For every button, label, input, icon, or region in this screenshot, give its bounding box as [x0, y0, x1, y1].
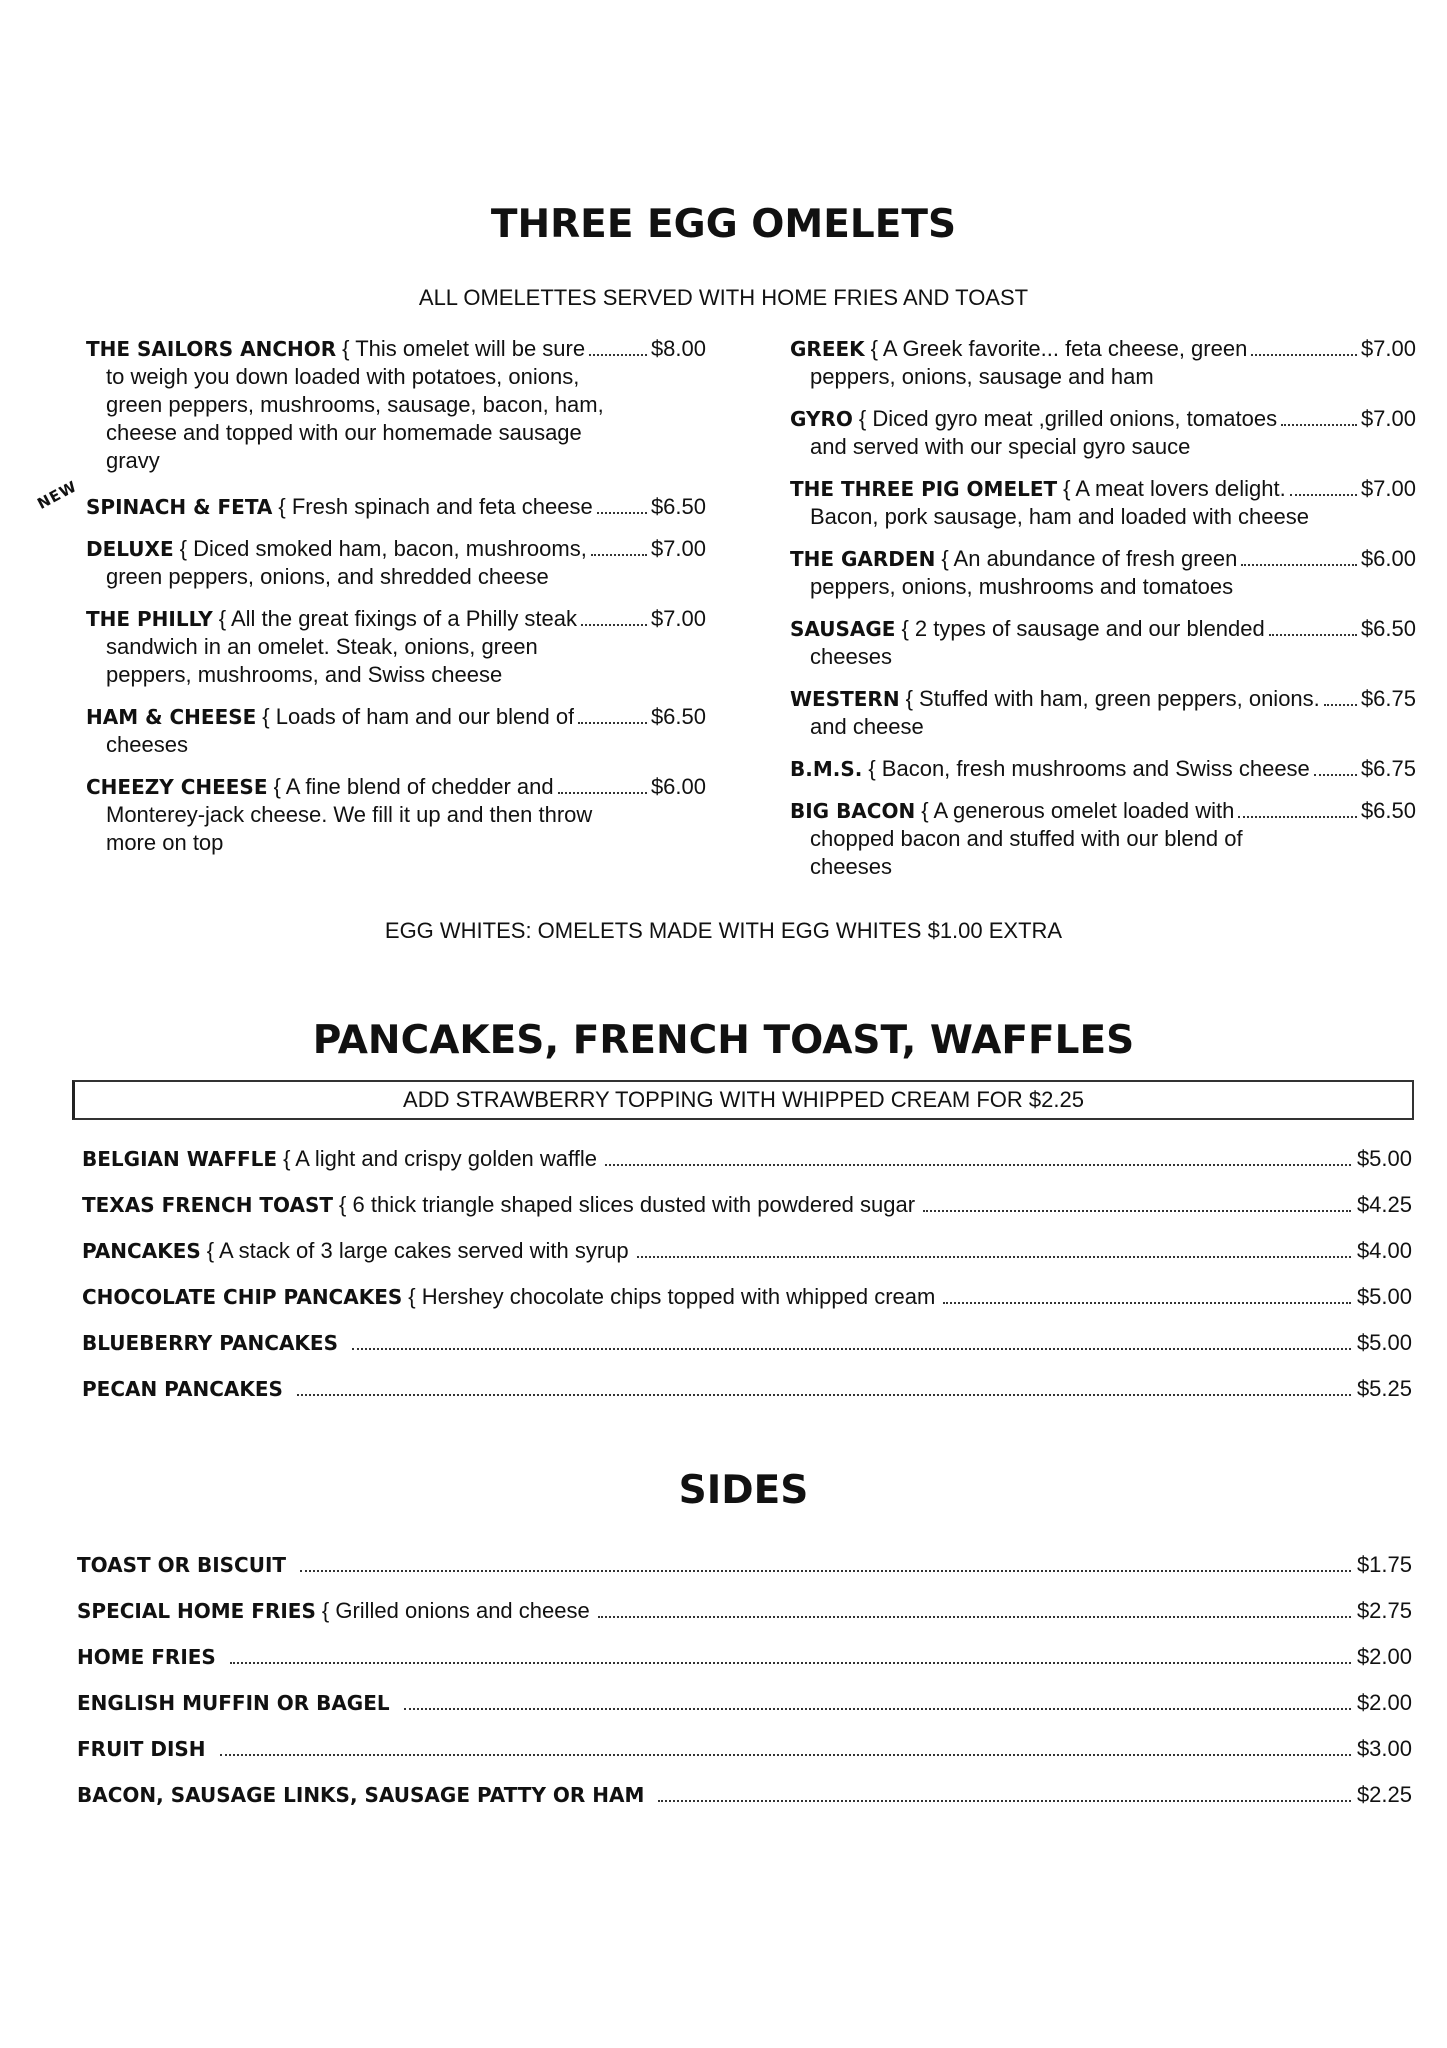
- menu-item-name: BELGIAN WAFFLE: [82, 1147, 278, 1171]
- menu-item-line: [790, 545, 1416, 573]
- menu-item-name: BLUEBERRY PANCAKES: [82, 1331, 338, 1355]
- menu-item-name: SAUSAGE: [790, 617, 896, 641]
- menu-item-price: $6.00: [1360, 546, 1416, 571]
- dot-leader: [297, 1394, 1351, 1396]
- dot-leader: [658, 1800, 1351, 1802]
- menu-item-name: HOME FRIES: [77, 1645, 216, 1669]
- menu-item-price: $7.00: [1360, 476, 1416, 501]
- dot-leader: [1290, 494, 1357, 496]
- menu-item: [34, 477, 706, 521]
- menu-item-description: { All the great fixings of a Philly steak: [218, 606, 578, 631]
- menu-item-description: { This omelet will be sure: [342, 336, 586, 361]
- menu-item-price: $6.50: [1360, 798, 1416, 823]
- menu-item-price: $2.75: [1356, 1598, 1412, 1623]
- menu-item-price: $6.75: [1360, 756, 1416, 781]
- menu-item-line: [790, 335, 1416, 363]
- menu-item-name: SPINACH & FETA: [86, 495, 273, 519]
- new-badge: NEW: [34, 477, 81, 513]
- menu-item-price: $7.00: [650, 606, 706, 631]
- menu-item-description-cont: Bacon, pork sausage, ham and loaded with cheese: [810, 504, 1309, 529]
- dot-leader: [1241, 564, 1357, 566]
- menu-item-name: BIG BACON: [790, 799, 916, 823]
- menu-item-name: SPECIAL HOME FRIES: [77, 1599, 316, 1623]
- menu-item-name: THE GARDEN: [790, 547, 936, 571]
- menu-item-description-cont: Monterey-jack cheese. We fill it up and then throw: [106, 802, 593, 827]
- dot-leader: [1324, 704, 1357, 706]
- menu-item: [77, 1728, 1412, 1774]
- menu-item-line: [790, 405, 1416, 433]
- menu-item-name: PANCAKES: [82, 1239, 201, 1263]
- menu-item-description-cont: peppers, mushrooms, and Swiss cheese: [106, 662, 503, 687]
- menu-item-name: THE PHILLY: [86, 607, 213, 631]
- menu-item-description-cont: and served with our special gyro sauce: [810, 434, 1191, 459]
- dot-leader: [1281, 424, 1357, 426]
- menu-item-name: TEXAS FRENCH TOAST: [82, 1193, 334, 1217]
- menu-item-description-cont: chopped bacon and stuffed with our blend of: [810, 826, 1243, 851]
- menu-item: [790, 335, 1416, 391]
- omelets-subtitle: ALL OMELETTES SERVED WITH HOME FRIES AND TOAST: [418, 285, 1029, 310]
- menu-item: [77, 1544, 1412, 1590]
- dot-leader: [598, 1616, 1351, 1618]
- menu-item-line: [790, 685, 1416, 713]
- menu-item: [790, 755, 1416, 783]
- dot-leader: [1269, 634, 1357, 636]
- menu-item-description: { Diced gyro meat ,grilled onions, tomatoes: [858, 406, 1278, 431]
- dot-leader: [578, 722, 647, 724]
- menu-item-description: { Bacon, fresh mushrooms and Swiss cheese: [868, 756, 1310, 781]
- menu-item-name: ENGLISH MUFFIN OR BAGEL: [77, 1691, 390, 1715]
- menu-item: [86, 773, 706, 857]
- menu-item-name: THE THREE PIG OMELET: [790, 477, 1058, 501]
- menu-item-line: [86, 703, 706, 731]
- menu-item-price: $3.00: [1356, 1736, 1412, 1761]
- menu-item-description: { 2 types of sausage and our blended: [901, 616, 1265, 641]
- menu-item: [82, 1368, 1412, 1414]
- dot-leader: [220, 1754, 1351, 1756]
- menu-item-description-cont: cheeses: [810, 644, 892, 669]
- menu-item: [790, 405, 1416, 461]
- menu-item-name: CHOCOLATE CHIP PANCAKES: [82, 1285, 403, 1309]
- menu-item: [77, 1682, 1412, 1728]
- dot-leader: [591, 554, 647, 556]
- menu-item-description: { A Greek favorite... feta cheese, green: [870, 336, 1248, 361]
- menu-item-description: { Fresh spinach and feta cheese: [278, 494, 593, 519]
- menu-item: [82, 1322, 1412, 1368]
- menu-item: [790, 615, 1416, 671]
- menu-item: [82, 1276, 1412, 1322]
- menu-item: [790, 475, 1416, 531]
- menu-item-price: $7.00: [650, 536, 706, 561]
- menu-item-name: TOAST OR BISCUIT: [77, 1553, 287, 1577]
- menu-item-line: [86, 535, 706, 563]
- dot-leader: [597, 512, 647, 514]
- menu-item-line: [790, 755, 1416, 783]
- menu-item-description: { Stuffed with ham, green peppers, onions.: [905, 686, 1320, 711]
- menu-item-description: { A meat lovers delight.: [1063, 476, 1286, 501]
- menu-item: [790, 685, 1416, 741]
- menu-item: [82, 1184, 1412, 1230]
- dot-leader: [230, 1662, 1351, 1664]
- menu-item-description: { 6 thick triangle shaped slices dusted with powdered sugar: [339, 1192, 916, 1217]
- menu-item-description-cont: cheeses: [810, 854, 892, 879]
- menu-item-description-cont: peppers, onions, mushrooms and tomatoes: [810, 574, 1234, 599]
- menu-item: [86, 605, 706, 689]
- menu-item: [86, 335, 706, 475]
- menu-item-name: CHEEZY CHEESE: [86, 775, 268, 799]
- sides-list: [77, 1544, 1412, 1820]
- menu-item-price: $6.50: [650, 494, 706, 519]
- menu-item-description-cont: sandwich in an omelet. Steak, onions, green: [106, 634, 538, 659]
- omelets-right-column: [790, 335, 1416, 881]
- omelets-left-column: [34, 335, 706, 857]
- menu-item-description-cont: cheeses: [106, 732, 188, 757]
- menu-item-price: $5.00: [1356, 1330, 1412, 1355]
- menu-item-line: [86, 773, 706, 801]
- menu-item-description-cont: to weigh you down loaded with potatoes, onions,: [106, 364, 580, 389]
- dot-leader: [923, 1210, 1351, 1212]
- menu-item-description-cont: green peppers, onions, and shredded cheese: [106, 564, 549, 589]
- pancakes-title: PANCAKES, FRENCH TOAST, WAFFLES: [312, 1018, 1135, 1063]
- menu-item: [82, 1230, 1412, 1276]
- menu-item-description: { A light and crispy golden waffle: [283, 1146, 597, 1171]
- menu-item-line: [790, 615, 1416, 643]
- menu-item-line: [86, 493, 706, 521]
- menu-item-description: { A stack of 3 large cakes served with syrup: [206, 1238, 629, 1263]
- dot-leader: [352, 1348, 1351, 1350]
- menu-item-price: $2.25: [1356, 1782, 1412, 1807]
- menu-item-price: $4.00: [1356, 1238, 1412, 1263]
- menu-item-name: GYRO: [790, 407, 853, 431]
- dot-leader: [943, 1302, 1351, 1304]
- dot-leader: [1314, 774, 1357, 776]
- menu-item: [86, 535, 706, 591]
- menu-item-description: { Hershey chocolate chips topped with whipped cream: [408, 1284, 936, 1309]
- menu-item-price: $4.25: [1356, 1192, 1412, 1217]
- dot-leader: [605, 1164, 1351, 1166]
- pancakes-list: [82, 1138, 1412, 1414]
- menu-item-price: $5.25: [1356, 1376, 1412, 1401]
- dot-leader: [1251, 354, 1357, 356]
- menu-item-price: $7.00: [1360, 406, 1416, 431]
- menu-item: [86, 703, 706, 759]
- menu-item-price: $6.50: [650, 704, 706, 729]
- strawberry-topping-banner: ADD STRAWBERRY TOPPING WITH WHIPPED CREAM FOR $2.25: [72, 1080, 1414, 1120]
- omelets-title: THREE EGG OMELETS: [490, 202, 957, 247]
- menu-item-name: DELUXE: [86, 537, 174, 561]
- menu-item-name: B.M.S.: [790, 757, 863, 781]
- menu-item-description: { Grilled onions and cheese: [321, 1598, 590, 1623]
- egg-whites-note: EGG WHITES: OMELETS MADE WITH EGG WHITES $1.00 EXTRA: [384, 918, 1063, 943]
- menu-item-line: [790, 475, 1416, 503]
- menu-item: [77, 1590, 1412, 1636]
- menu-item-price: $5.00: [1356, 1284, 1412, 1309]
- menu-item-name: HAM & CHEESE: [86, 705, 257, 729]
- menu-item: [790, 797, 1416, 881]
- menu-item-description-cont: more on top: [106, 830, 224, 855]
- menu-item-name: WESTERN: [790, 687, 900, 711]
- dot-leader: [404, 1708, 1351, 1710]
- sides-title: SIDES: [678, 1468, 809, 1513]
- menu-item-price: $8.00: [650, 336, 706, 361]
- menu-item-line: [86, 605, 706, 633]
- menu-item-description-cont: gravy: [106, 448, 160, 473]
- menu-item-description: { A generous omelet loaded with: [921, 798, 1235, 823]
- menu-item-description-cont: and cheese: [810, 714, 924, 739]
- dot-leader: [558, 792, 647, 794]
- menu-item-line: [86, 335, 706, 363]
- menu-item-price: $6.75: [1360, 686, 1416, 711]
- menu-item-description-cont: peppers, onions, sausage and ham: [810, 364, 1154, 389]
- menu-item: [77, 1636, 1412, 1682]
- menu-item-description: { Diced smoked ham, bacon, mushrooms,: [179, 536, 587, 561]
- menu-item: [82, 1138, 1412, 1184]
- menu-item-line: [790, 797, 1416, 825]
- menu-item-description-cont: green peppers, mushrooms, sausage, bacon, ham,: [106, 392, 604, 417]
- menu-item-description: { A fine blend of chedder and: [273, 774, 554, 799]
- menu-item-description: { An abundance of fresh green: [941, 546, 1238, 571]
- menu-item-price: $7.00: [1360, 336, 1416, 361]
- menu-item-price: $2.00: [1356, 1690, 1412, 1715]
- menu-item-price: $6.00: [650, 774, 706, 799]
- menu-item: [790, 545, 1416, 601]
- menu-item-name: THE SAILORS ANCHOR: [86, 337, 337, 361]
- menu-item: [77, 1774, 1412, 1820]
- menu-item-price: $2.00: [1356, 1644, 1412, 1669]
- menu-item-price: $6.50: [1360, 616, 1416, 641]
- dot-leader: [300, 1570, 1351, 1572]
- menu-item-name: PECAN PANCAKES: [82, 1377, 283, 1401]
- dot-leader: [1238, 816, 1357, 818]
- menu-item-price: $1.75: [1356, 1552, 1412, 1577]
- menu-item-name: GREEK: [790, 337, 865, 361]
- menu-item-description: { Loads of ham and our blend of: [262, 704, 575, 729]
- menu-item-price: $5.00: [1356, 1146, 1412, 1171]
- dot-leader: [589, 354, 647, 356]
- menu-item-name: FRUIT DISH: [77, 1737, 206, 1761]
- menu-item-description-cont: cheese and topped with our homemade sausage: [106, 420, 582, 445]
- menu-item-name: BACON, SAUSAGE LINKS, SAUSAGE PATTY OR HAM: [77, 1783, 645, 1807]
- dot-leader: [637, 1256, 1351, 1258]
- dot-leader: [581, 624, 647, 626]
